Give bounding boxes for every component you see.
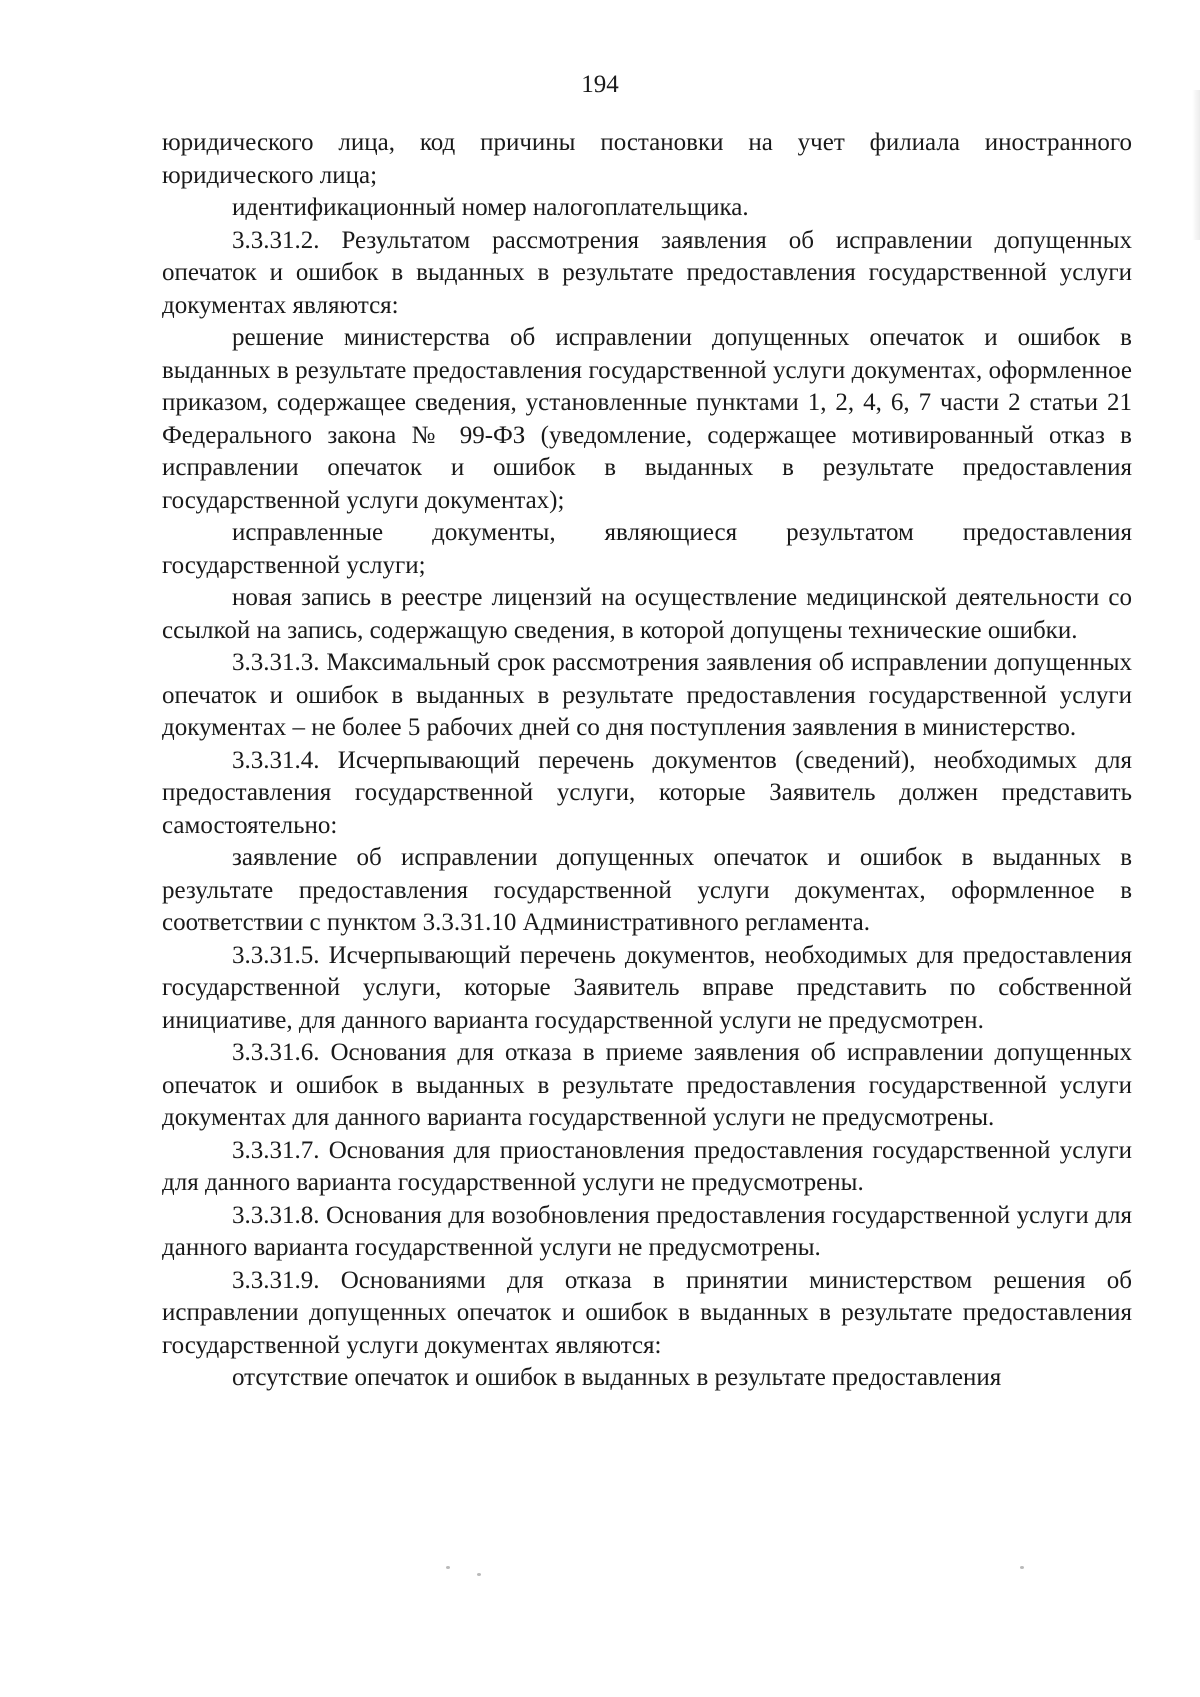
paragraph: исправленные документы, являющиеся результатом предоставления государственной услуги; [162,519,1132,579]
paragraph: 3.3.31.8. Основания для возобновления предоставления государственной услуги для данного варианта государственной услуги не предусмотрены. [162,1201,1132,1261]
scan-speck [446,1566,450,1569]
paragraph: 3.3.31.7. Основания для приостановления предоставления государственной услуги для данного варианта государственной услуги не предусмотрены. [162,1136,1132,1196]
paragraph: идентификационный номер налогоплательщика. [232,194,749,221]
scan-edge-shadow [1192,90,1200,240]
paragraph: 3.3.31.2. Результатом рассмотрения заявления об исправлении допущенных опечаток и ошибок в выданных в результате предоставления государственной услуги документах являются: [162,226,1132,319]
paragraph: 3.3.31.3. Максимальный срок рассмотрения заявления об исправлении допущенных опечаток и ошибок в выданных в результате предоставления государственной услуги документах – не более 5 рабочих дней со дня поступления заявления в министерство. [162,649,1132,741]
page-number: 194 [581,71,619,98]
paragraph: новая запись в реестре лицензий на осуществление медицинской деятельности со ссылкой на запись, содержащую сведения, в которой допущены технические ошибки. [162,584,1132,644]
paragraph: 3.3.31.6. Основания для отказа в приеме заявления об исправлении допущенных опечаток и ошибок в выданных в результате предоставления государственной услуги документах для данного варианта государственной услуги не предусмотрены. [162,1039,1132,1131]
paragraph: 3.3.31.5. Исчерпывающий перечень документов, необходимых для предоставления государственной услуги, которые Заявитель вправе представить по собственной инициативе, для данного варианта государственной услуги не предусмотрен. [162,941,1132,1034]
paragraph: заявление об исправлении допущенных опечаток и ошибок в выданных в результате предоставления государственной услуги документах, оформленное в соответствии с пунктом 3.3.31.10 Административного регламента. [162,844,1132,936]
paragraph: отсутствие опечаток и ошибок в выданных в результате предоставления [232,1364,1002,1391]
document-body [162,127,1132,1395]
paragraph: 3.3.31.4. Исчерпывающий перечень документов (сведений), необходимых для предоставления государственной услуги, которые Заявитель должен представить самостоятельно: [162,746,1132,839]
paragraph: юридического лица, код причины постановки на учет филиала иностранного юридического лица; [162,129,1132,189]
scan-speck [477,1573,481,1576]
paragraph: решение министерства об исправлении допущенных опечаток и ошибок в выданных в результате предоставления государственной услуги документах, оформленное приказом, содержащее сведения, установленные пунктами 1, 2, 4, 6, 7 части 2 статьи 21 Федерального закона № 99-ФЗ (уведомление, содержащее мотивированный отказ в исправлении опечаток и ошибок в выданных в результате предоставления государственной услуги документах); [162,324,1132,514]
scan-speck [1020,1566,1024,1569]
paragraph: 3.3.31.9. Основаниями для отказа в принятии министерством решения об исправлении допущенных опечаток и ошибок в выданных в результате предоставления государственной услуги документах являются: [162,1266,1132,1359]
